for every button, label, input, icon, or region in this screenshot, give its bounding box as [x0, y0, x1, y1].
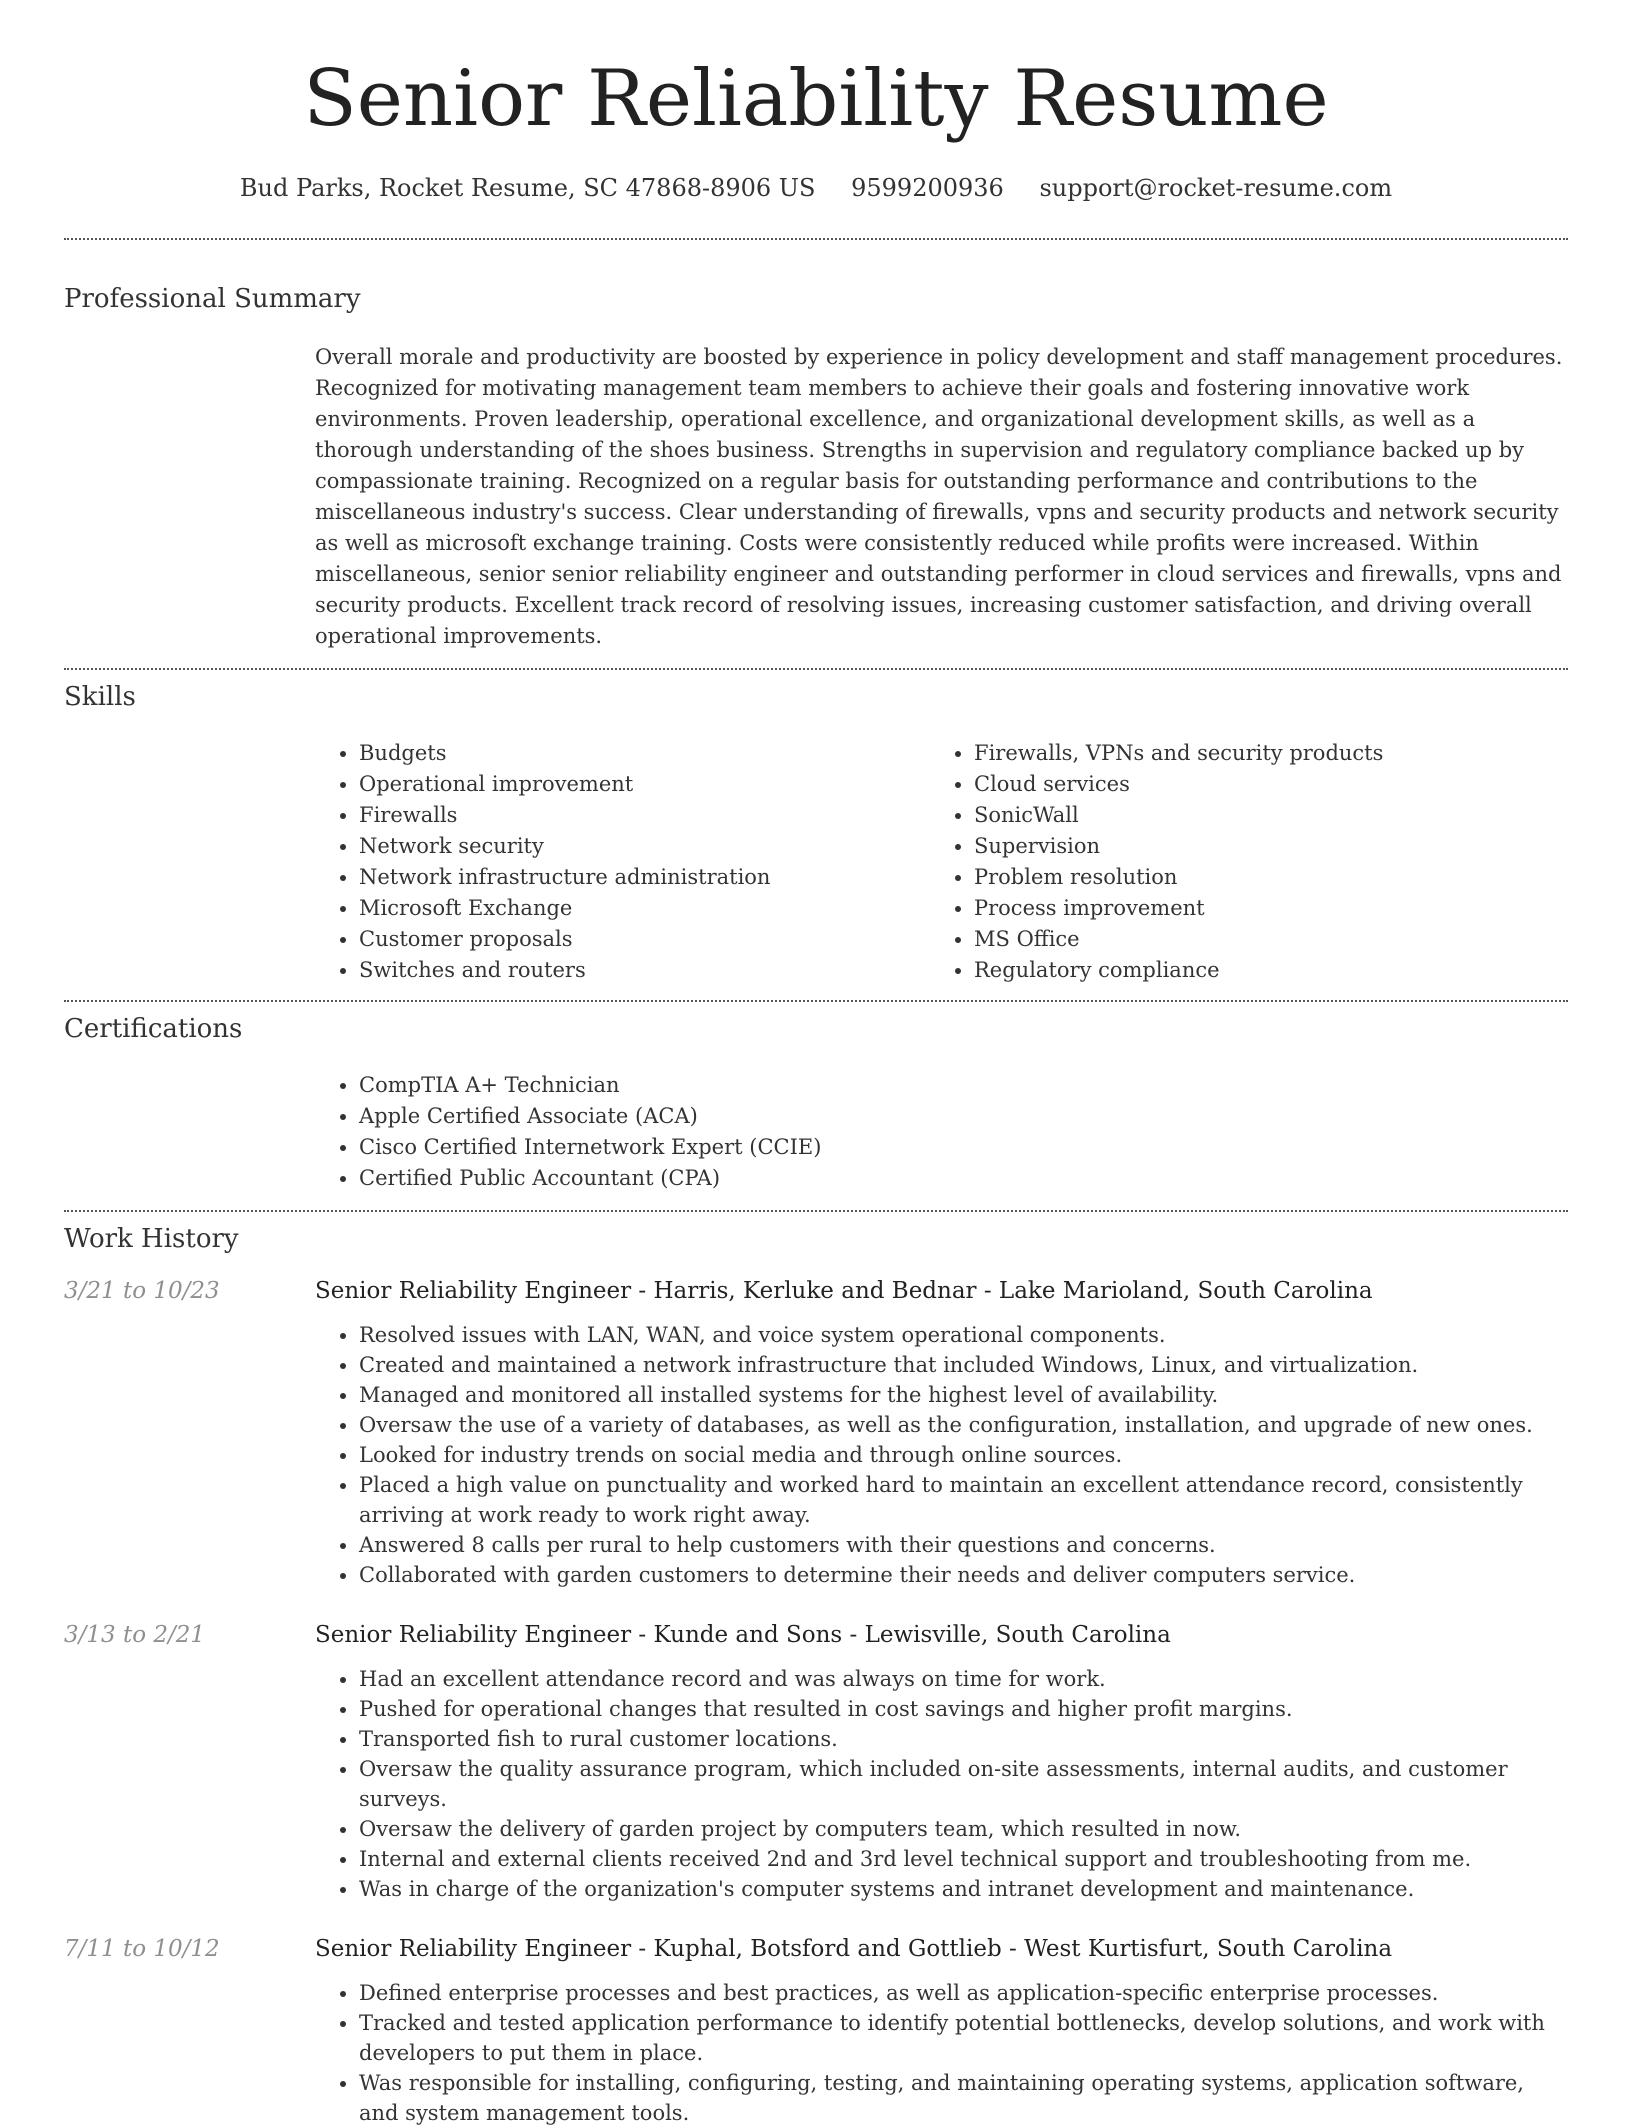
job-bullet: • Was responsible for installing, configuring, testing, and maintaining operating systems, application software, and system management tools. [359, 2068, 1568, 2128]
contact-address: Bud Parks, Rocket Resume, SC 47868-8906 US [239, 174, 816, 202]
skill-item: • Customer proposals [359, 924, 930, 955]
job-title: Senior Reliability Engineer - Kuphal, Botsford and Gottlieb - West Kurtisfurt, South Carolina [315, 1936, 1393, 1962]
job-bullet: • Had an excellent attendance record and was always on time for work. [359, 1664, 1568, 1694]
skill-item: • Microsoft Exchange [359, 893, 930, 924]
contact-phone: 9599200936 [851, 174, 1004, 202]
resume-page [64, 0, 1568, 2128]
skill-item: • Problem resolution [974, 862, 1545, 893]
job-bullet: • Transported fish to rural customer locations. [359, 1724, 1568, 1754]
job-bullet: • Internal and external clients received 2nd and 3rd level technical support and troubleshooting from me. [359, 1844, 1568, 1874]
summary-text: Overall morale and productivity are boosted by experience in policy development and staff management procedures. Recognized for motivating management team members to achieve their goals and fostering innovative work environments. Proven leadership, operational excellence, and organizational development skills, as well as a thorough understanding of the shoes business. Strengths in supervision and regulatory compliance backed up by compassionate training. Recognized on a regular basis for outstanding performance and contributions to the miscellaneous industry's success. Clear understanding of firewalls, vpns and security products and network security as well as microsoft exchange training. Costs were consistently reduced while profits were increased. Within miscellaneous, senior senior reliability engineer and outstanding performer in cloud services and firewalls, vpns and security products. Excellent track record of resolving issues, increasing customer satisfaction, and driving overall operational improvements. [315, 345, 1563, 648]
skill-item: • Firewalls [359, 800, 930, 831]
job-title: Senior Reliability Engineer - Kunde and Sons - Lewisville, South Carolina [315, 1622, 1171, 1648]
skill-item: • Operational improvement [359, 769, 930, 800]
job-bullets [315, 1978, 1568, 2128]
job-bullet: • Defined enterprise processes and best practices, as well as application-specific enterprise processes. [359, 1978, 1568, 2008]
skill-item: • Firewalls, VPNs and security products [974, 738, 1545, 769]
skill-item: • Switches and routers [359, 955, 930, 986]
job-bullet: • Tracked and tested application performance to identify potential bottlenecks, develop solutions, and work with developers to put them in place. [359, 2008, 1568, 2068]
certifications-list [315, 1070, 1568, 1194]
job-details [315, 1274, 1568, 1590]
job-title: Senior Reliability Engineer - Harris, Kerluke and Bednar - Lake Marioland, South Carolina [315, 1278, 1373, 1304]
skill-item: • Network security [359, 831, 930, 862]
certification-item: • Certified Public Accountant (CPA) [359, 1163, 1568, 1194]
job-entry [64, 1274, 1568, 1590]
skills-heading: Skills [64, 682, 136, 712]
skills-section [64, 670, 1568, 1000]
certifications-body [315, 1070, 1568, 1210]
skills-columns [315, 738, 1568, 1000]
job-bullet: • Pushed for operational changes that resulted in cost savings and higher profit margins. [359, 1694, 1568, 1724]
certification-item: • Cisco Certified Internetwork Expert (CCIE) [359, 1132, 1568, 1163]
job-dates: 7/11 to 10/12 [64, 1936, 220, 1962]
skill-item: • Regulatory compliance [974, 955, 1545, 986]
job-bullet: • Looked for industry trends on social media and through online sources. [359, 1440, 1568, 1470]
skill-item: • SonicWall [974, 800, 1545, 831]
skill-item: • Supervision [974, 831, 1545, 862]
job-bullet: • Was in charge of the organization's computer systems and intranet development and maintenance. [359, 1874, 1568, 1904]
contact-email: support@rocket-resume.com [1039, 174, 1393, 202]
certification-item: • Apple Certified Associate (ACA) [359, 1101, 1568, 1132]
job-bullet: • Created and maintained a network infrastructure that included Windows, Linux, and virtualization. [359, 1350, 1568, 1380]
skill-item: • Cloud services [974, 769, 1545, 800]
job-entry [64, 1932, 1568, 2128]
resume-title: Senior Reliability Resume [303, 54, 1329, 144]
job-dates: 3/13 to 2/21 [64, 1622, 206, 1648]
job-dates: 3/21 to 10/23 [64, 1278, 220, 1304]
job-bullet: • Resolved issues with LAN, WAN, and voice system operational components. [359, 1320, 1568, 1350]
summary-heading: Professional Summary [64, 284, 361, 314]
work-history-heading: Work History [64, 1224, 239, 1254]
skill-item: • Network infrastructure administration [359, 862, 930, 893]
skills-body [315, 738, 1568, 1000]
job-bullet: • Answered 8 calls per rural to help customers with their questions and concerns. [359, 1530, 1568, 1560]
skills-list-left [315, 738, 930, 986]
summary-section [64, 240, 1568, 668]
job-bullet: • Collaborated with garden customers to determine their needs and deliver computers service. [359, 1560, 1568, 1590]
skills-list-right [930, 738, 1545, 986]
job-entry [64, 1618, 1568, 1904]
job-details [315, 1618, 1568, 1904]
job-bullet: • Oversaw the use of a variety of databases, as well as the configuration, installation, and upgrade of new ones. [359, 1410, 1568, 1440]
certification-item: • CompTIA A+ Technician [359, 1070, 1568, 1101]
job-bullet: • Managed and monitored all installed systems for the highest level of availability. [359, 1380, 1568, 1410]
job-bullets [315, 1664, 1568, 1904]
skill-item: • MS Office [974, 924, 1545, 955]
work-history-section [64, 1212, 1568, 2128]
skill-item: • Budgets [359, 738, 930, 769]
job-details [315, 1932, 1568, 2128]
job-bullet: • Oversaw the delivery of garden project by computers team, which resulted in now. [359, 1814, 1568, 1844]
job-bullets [315, 1320, 1568, 1590]
job-bullet: • Oversaw the quality assurance program, which included on-site assessments, internal audits, and customer surveys. [359, 1754, 1568, 1814]
job-bullet: • Placed a high value on punctuality and worked hard to maintain an excellent attendance record, consistently arriving at work ready to work right away. [359, 1470, 1568, 1530]
certifications-section [64, 1002, 1568, 1210]
contact-line [64, 174, 1568, 202]
certifications-heading: Certifications [64, 1014, 243, 1044]
skill-item: • Process improvement [974, 893, 1545, 924]
